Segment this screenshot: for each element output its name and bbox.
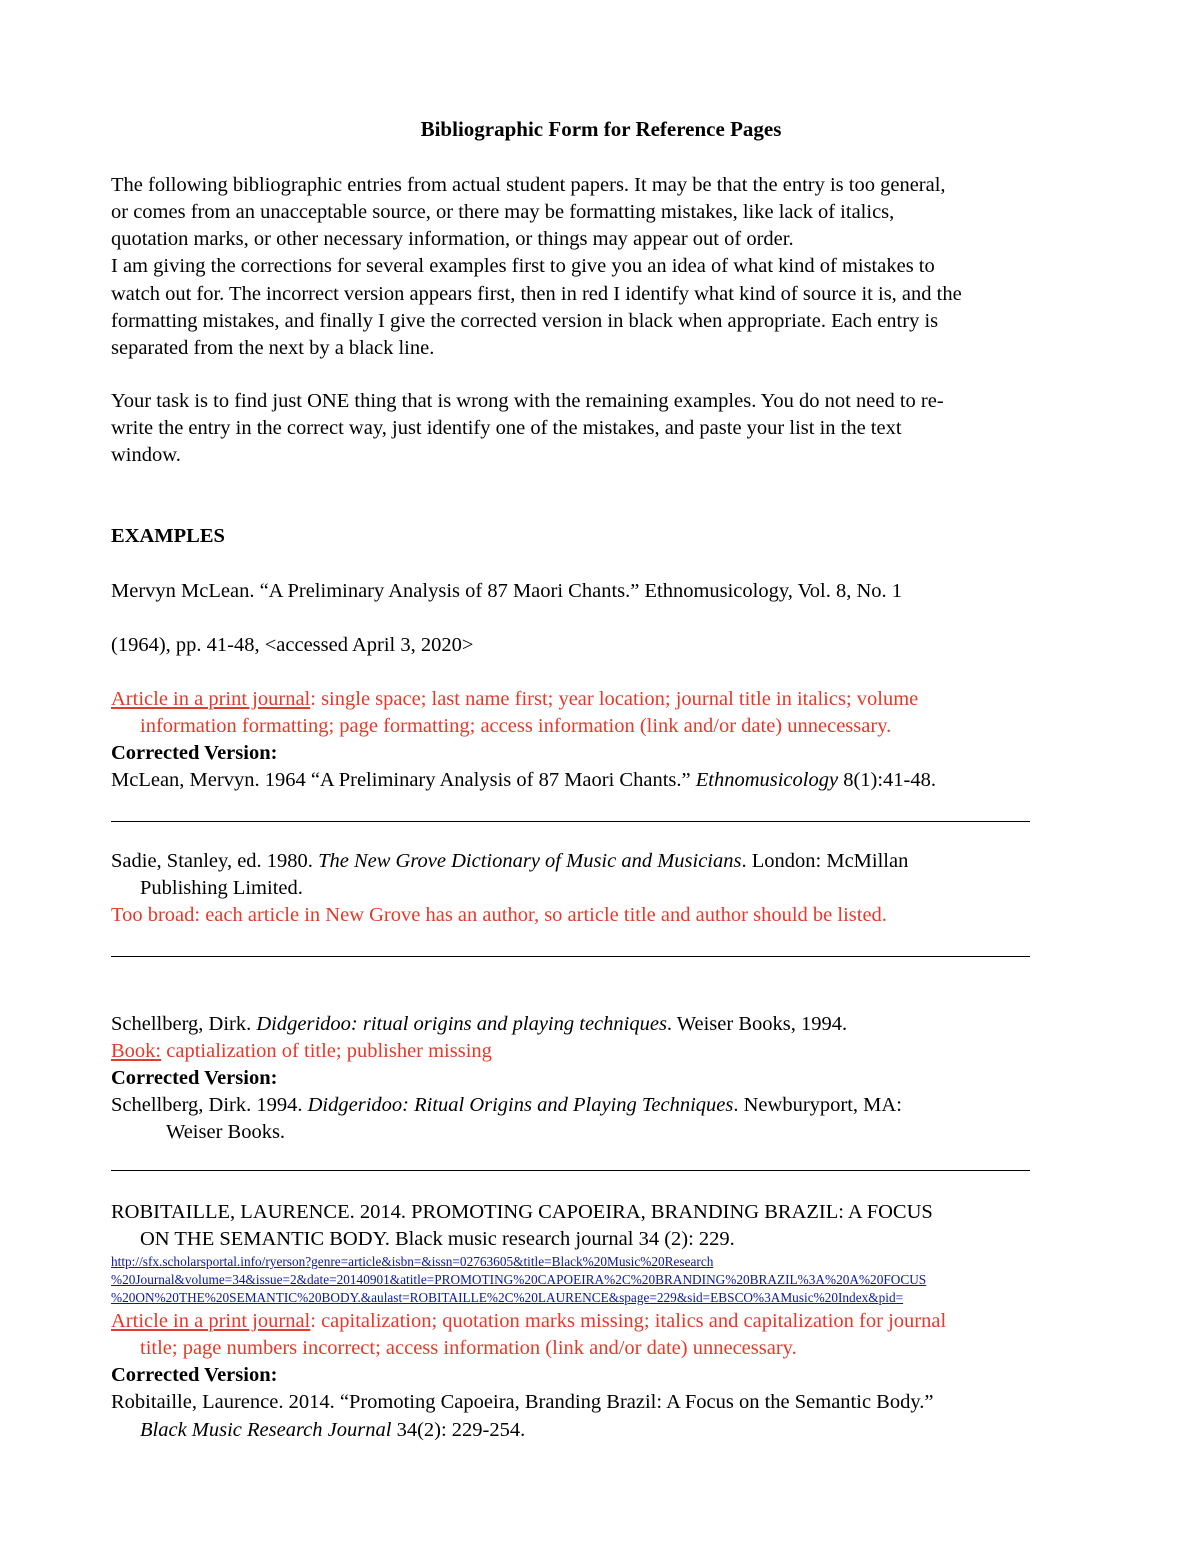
entry-text: Schellberg, Dirk. <box>111 1013 257 1035</box>
source-type-label: Book: <box>111 1040 162 1062</box>
entry-corrected: Weiser Books. <box>166 1121 286 1143</box>
error-note <box>111 1308 946 1335</box>
entry-incorrect: ROBITAILLE, LAURENCE. 2014. PROMOTING CAPOEIRA, BRANDING BRAZIL: A FOCUS <box>111 1201 933 1223</box>
book-title: Didgeridoo: ritual origins and playing techniques <box>256 1013 667 1035</box>
error-note-text: : single space; last name first; year location; journal title in italics; volume <box>310 688 919 710</box>
intro-line: or comes from an unacceptable source, or there may be formatting mistakes, like lack of italics, <box>111 201 895 223</box>
entry-incorrect: Publishing Limited. <box>140 877 303 899</box>
error-note-text: information formatting; page formatting; access information (link and/or date) unnecessary. <box>140 715 892 737</box>
error-note <box>111 1038 492 1065</box>
journal-title: Black Music Research Journal <box>140 1419 392 1441</box>
corrected-label: Corrected Version: <box>111 1364 278 1386</box>
examples-heading: EXAMPLES <box>111 525 225 547</box>
error-note: Too broad: each article in New Grove has an author, so article title and author should be listed. <box>111 904 887 926</box>
book-title: The New Grove Dictionary of Music and Musicians <box>318 850 742 872</box>
error-note-text: captialization of title; publisher missing <box>161 1040 492 1062</box>
corrected-text: 8(1):41-48. <box>838 769 937 791</box>
error-note-text: title; page numbers incorrect; access information (link and/or date) unnecessary. <box>140 1337 797 1359</box>
book-title: Didgeridoo: Ritual Origins and Playing Techniques <box>307 1094 734 1116</box>
error-note-text: : capitalization; quotation marks missing; italics and capitalization for journal <box>310 1310 947 1332</box>
access-link[interactable]: %20ON%20THE%20SEMANTIC%20BODY.&aulast=ROBITAILLE%2C%20LAURENCE&spage=229&sid=EBSCO%3AMusic%20Index&pid= <box>111 1290 904 1305</box>
intro-line: I am giving the corrections for several examples first to give you an idea of what kind of mistakes to <box>111 255 935 277</box>
entry-corrected <box>111 767 936 794</box>
corrected-text: . Newburyport, MA: <box>733 1094 902 1116</box>
corrected-text: 34(2): 229-254. <box>391 1419 526 1441</box>
error-note <box>111 686 918 713</box>
corrected-label: Corrected Version: <box>111 742 278 764</box>
entry-text: Sadie, Stanley, ed. 1980. <box>111 850 319 872</box>
task-line: write the entry in the correct way, just identify one of the mistakes, and paste your list in the text <box>111 417 902 439</box>
intro-line: quotation marks, or other necessary information, or things may appear out of order. <box>111 228 794 250</box>
entry-incorrect: (1964), pp. 41-48, <accessed April 3, 2020> <box>111 634 474 656</box>
intro-line: separated from the next by a black line. <box>111 337 435 359</box>
entry-text: . Weiser Books, 1994. <box>666 1013 848 1035</box>
entry-incorrect: ON THE SEMANTIC BODY. Black music research journal 34 (2): 229. <box>140 1228 735 1250</box>
intro-line: watch out for. The incorrect version appears first, then in red I identify what kind of source it is, and the <box>111 283 962 305</box>
corrected-text: Schellberg, Dirk. 1994. <box>111 1094 308 1116</box>
journal-title: Ethnomusicology <box>695 769 839 791</box>
entry-corrected <box>140 1417 525 1444</box>
task-line: window. <box>111 444 181 466</box>
entry-incorrect: Mervyn McLean. “A Preliminary Analysis of 87 Maori Chants.” Ethnomusicology, Vol. 8, No. 1 <box>111 580 903 602</box>
corrected-label: Corrected Version: <box>111 1067 278 1089</box>
access-link[interactable]: http://sfx.scholarsportal.info/ryerson?genre=article&isbn=&issn=02763605&title=Black%20Music%20Research <box>111 1254 714 1269</box>
source-type-label: Article in a print journal <box>111 1310 311 1332</box>
task-line: Your task is to find just ONE thing that is wrong with the remaining examples. You do not need to re- <box>111 390 944 412</box>
corrected-text: McLean, Mervyn. 1964 “A Preliminary Analysis of 87 Maori Chants.” <box>111 769 696 791</box>
entry-text: . London: McMillan <box>741 850 909 872</box>
access-link[interactable]: %20Journal&volume=34&issue=2&date=20140901&atitle=PROMOTING%20CAPOEIRA%2C%20BRANDING%20BRAZIL%3A%20A%20FOCUS <box>111 1272 927 1287</box>
entry-incorrect <box>111 848 908 875</box>
page-title: Bibliographic Form for Reference Pages <box>420 117 782 141</box>
separator-line <box>111 1170 1030 1171</box>
separator-line <box>111 821 1030 822</box>
entry-corrected <box>111 1092 902 1119</box>
intro-line: The following bibliographic entries from actual student papers. It may be that the entry is too general, <box>111 174 946 196</box>
source-type-label: Article in a print journal <box>111 688 311 710</box>
entry-incorrect <box>111 1011 847 1038</box>
entry-corrected: Robitaille, Laurence. 2014. “Promoting Capoeira, Branding Brazil: A Focus on the Semantic Body.” <box>111 1391 934 1413</box>
intro-line: formatting mistakes, and finally I give the corrected version in black when appropriate. Each entry is <box>111 310 939 332</box>
separator-line <box>111 956 1030 957</box>
